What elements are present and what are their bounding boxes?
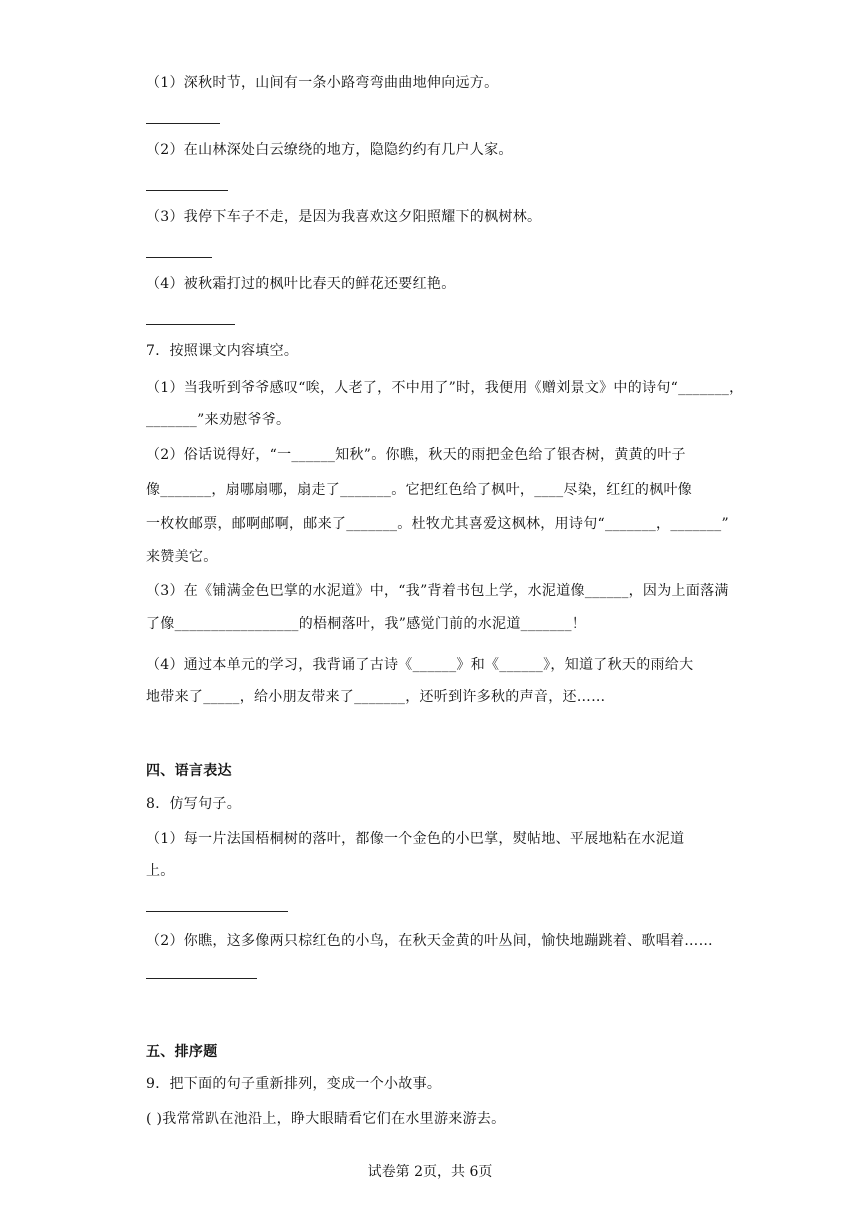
question-7-line: 地带来了_____，给小朋友带来了_______，还听到许多秋的声音，还…… xyxy=(146,689,606,705)
question-7-line: （2）俗话说得好，“一______知秋”。你瞧，秋天的雨把金色给了银杏树，黄黄的叶子 xyxy=(146,447,686,463)
answer-line-q8-2[interactable] xyxy=(146,978,257,979)
answer-line-2[interactable] xyxy=(146,190,228,191)
question-8-line: 上。 xyxy=(146,863,175,879)
answer-line-3[interactable] xyxy=(146,257,212,258)
section-heading-ordering: 五、排序题 xyxy=(146,1044,218,1060)
ordering-item xyxy=(146,1109,505,1129)
question-8-title: 8．仿写句子。 xyxy=(146,796,242,812)
question-7-line: （4）通过本单元的学习，我背诵了古诗《______》和《______》，知道了秋天的雨给大 xyxy=(146,657,694,673)
ordering-item-text: 我常常趴在池沿上，睁大眼睛看它们在水里游来游去。 xyxy=(162,1111,506,1127)
rewrite-item-3: （3）我停下车子不走，是因为我喜欢这夕阳照耀下的枫树林。 xyxy=(146,209,542,225)
question-8-line: （2）你瞧，这多像两只棕红色的小鸟，在秋天金黄的叶丛间，愉快地蹦跳着、歌唱着…… xyxy=(146,933,713,949)
question-8-line: （1）每一片法国梧桐树的落叶，都像一个金色的小巴掌，熨帖地、平展地粘在水泥道 xyxy=(146,831,685,847)
order-answer-paren[interactable]: ( ) xyxy=(146,1111,163,1127)
rewrite-item-2: （2）在山林深处白云缭绕的地方，隐隐约约有几户人家。 xyxy=(146,142,513,158)
question-7-line: 了像_________________的梧桐落叶，我”感觉门前的水泥道_______！ xyxy=(146,616,587,632)
question-7-title: 7．按照课文内容填空。 xyxy=(146,343,299,359)
question-7-line: （1）当我听到爷爷感叹“唉，人老了，不中用了”时，我便用《赠刘景文》中的诗句“_______， xyxy=(146,380,744,396)
rewrite-item-1: （1）深秋时节，山间有一条小路弯弯曲曲地伸向远方。 xyxy=(146,75,499,91)
question-7-line: （3）在《铺满金色巴掌的水泥道》中，“我”背着书包上学，水泥道像______，因为上面落满 xyxy=(146,583,729,599)
question-7-line: 一枚枚邮票，邮啊邮啊，邮来了_______。杜牧尤其喜爱这枫林，用诗句“_______，_______” xyxy=(146,516,729,532)
section-heading-language: 四、语言表达 xyxy=(146,763,232,779)
answer-line-q8-1[interactable] xyxy=(146,911,288,912)
question-7-line: _______”来劝慰爷爷。 xyxy=(146,412,291,428)
question-7-line: 来赞美它。 xyxy=(146,549,218,565)
answer-line-1[interactable] xyxy=(146,123,220,124)
question-7-line: 像_______，扇哪扇哪，扇走了_______。它把红色给了枫叶，____尽染，红红的枫叶像 xyxy=(146,482,693,498)
question-9-title: 9．把下面的句子重新排列，变成一个小故事。 xyxy=(146,1076,442,1092)
page-footer: 试卷第 2页，共 6页 xyxy=(367,1164,493,1180)
answer-line-4[interactable] xyxy=(146,324,235,325)
rewrite-item-4: （4）被秋霜打过的枫叶比春天的鲜花还要红艳。 xyxy=(146,276,456,292)
